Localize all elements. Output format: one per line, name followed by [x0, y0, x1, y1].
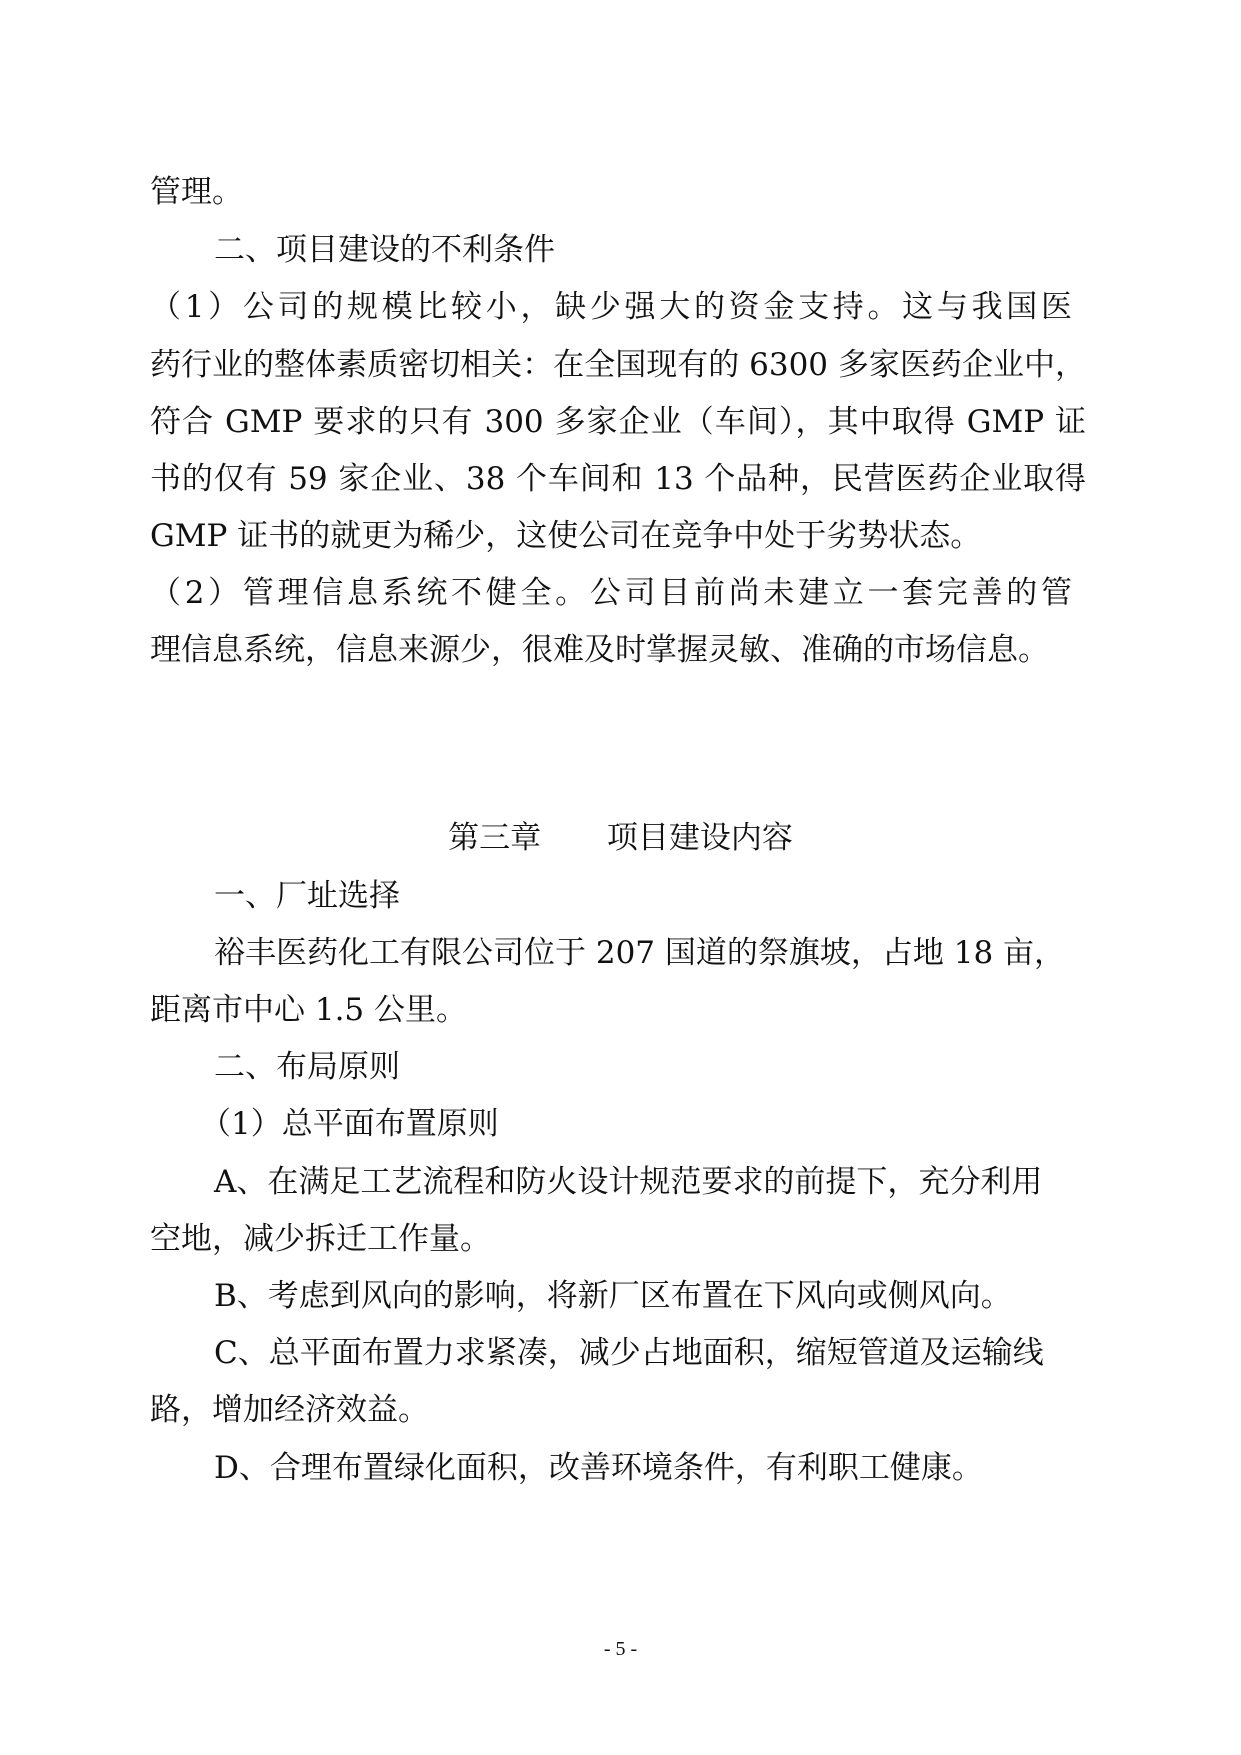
paragraph-line: GMP 证书的就更为稀少，这使公司在竞争中处于劣势状态。: [150, 518, 982, 554]
chapter-number: 第三章: [448, 820, 542, 856]
paragraph-line: 距离市中心 1.5 公里。: [150, 992, 468, 1028]
paragraph-line: 裕丰医药化工有限公司位于 207 国道的祭旗坡，占地 18 亩，: [214, 935, 1066, 971]
paragraph-line: 药行业的整体素质密切相关：在全国现有的 6300 多家医药企业中，: [150, 347, 1086, 383]
section-heading-layout: 二、布局原则: [214, 1049, 400, 1085]
list-item-b: B、考虑到风向的影响，将新厂区布置在下风向或侧风向。: [214, 1278, 1012, 1314]
page-number: - 5 -: [603, 1638, 638, 1660]
list-item-c-continuation: 路，增加经济效益。: [150, 1392, 429, 1428]
list-item-a-continuation: 空地，减少拆迁工作量。: [150, 1221, 491, 1257]
list-item-c: C、总平面布置力求紧凑，减少占地面积，缩短管道及运输线: [214, 1335, 1044, 1371]
subsection-heading: （1）总平面布置原则: [200, 1106, 499, 1142]
paragraph-line: （2）管理信息系统不健全。公司目前尚未建立一套完善的管: [150, 575, 1072, 611]
paragraph-continuation: 管理。: [150, 174, 243, 210]
section-heading-disadvantages: 二、项目建设的不利条件: [214, 232, 555, 268]
chapter-title: 项目建设内容: [606, 820, 793, 856]
list-item-a: A、在满足工艺流程和防火设计规范要求的前提下，充分利用: [214, 1164, 1043, 1200]
paragraph-line: （1）公司的规模比较小，缺少强大的资金支持。这与我国医: [150, 289, 1072, 325]
paragraph-line: 理信息系统，信息来源少，很难及时掌握灵敏、准确的市场信息。: [150, 632, 1049, 668]
paragraph-line: 书的仅有 59 家企业、38 个车间和 13 个品种，民营医药企业取得: [150, 461, 1086, 497]
list-item-d: D、合理布置绿化面积，改善环境条件，有利职工健康。: [214, 1450, 983, 1486]
chapter-heading: [0, 818, 1241, 858]
section-heading-site: 一、厂址选择: [214, 878, 400, 914]
paragraph-line: 符合 GMP 要求的只有 300 多家企业（车间），其中取得 GMP 证: [150, 404, 1086, 440]
